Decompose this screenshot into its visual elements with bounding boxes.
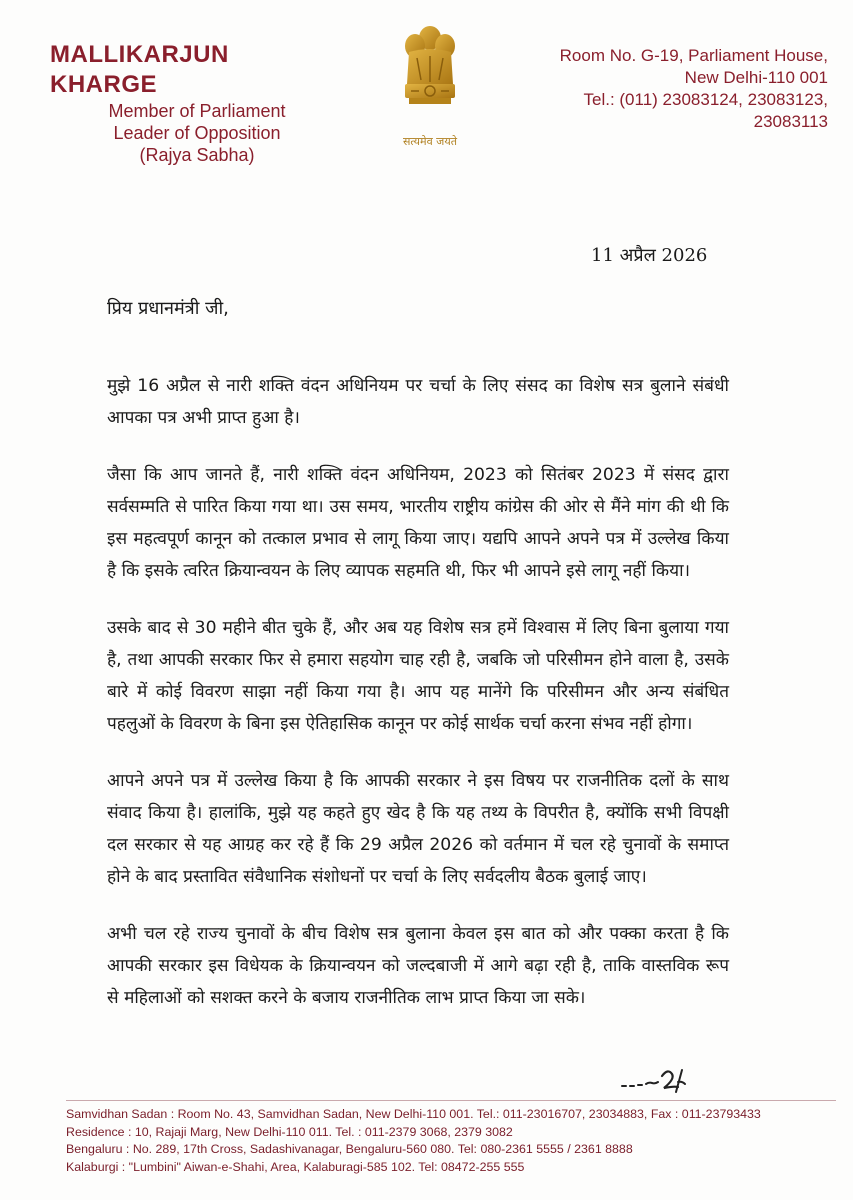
footer-line-bengaluru: Bengaluru : No. 289, 17th Cross, Sadashivanagar, Bengaluru-560 080. Tel: 080-2361 5555 / 2361 8888 bbox=[66, 1142, 633, 1157]
address-line-phone: Tel.: (011) 23083124, 23083123, bbox=[583, 90, 828, 109]
letterhead-footer bbox=[66, 1106, 836, 1176]
address-line-room: Room No. G-19, Parliament House, bbox=[559, 46, 828, 65]
paragraph: आपने अपने पत्र में उल्लेख किया है कि आपकी सरकार ने इस विषय पर राजनीतिक दलों के साथ संवाद किया है। हालांकि, मुझे यह कहते हुए खेद है कि यह तथ्य के विपरीत है, क्योंकि सभी विपक्षी दल सरकार से यह आग्रह कर रहे हैं कि 29 अप्रैल 2026 को वर्तमान में चल रहे चुनावों के समाप्त होने के बाद प्रस्तावित संवैधानिक संशोधनों पर चर्चा के लिए सर्वदलीय बैठक बुलाई जाए। bbox=[107, 771, 729, 887]
footer-line-kalaburgi: Kalaburgi : "Lumbini" Aiwan-e-Shahi, Area, Kalaburagi-585 102. Tel: 08472-255 555 bbox=[66, 1159, 525, 1174]
sender-role-mp: Member of Parliament bbox=[108, 101, 286, 121]
paragraph: अभी चल रहे राज्य चुनावों के बीच विशेष सत्र बुलाना केवल इस बात को और पक्का करता है कि आपकी सरकार इस विधेयक के क्रियान्वयन को जल्दबाजी में आगे बढ़ा रही है, ताकि वास्तविक रूप से महिलाओं को सशक्त करने के बजाय राजनीतिक लाभ प्राप्त किया जा सके। bbox=[107, 924, 729, 1008]
national-emblem-icon bbox=[385, 22, 475, 152]
emblem-graphic bbox=[395, 22, 465, 132]
letterhead-address bbox=[528, 45, 828, 133]
handwritten-signature bbox=[618, 1060, 738, 1100]
footer-divider bbox=[66, 1100, 836, 1101]
letter-body bbox=[107, 370, 729, 1039]
footer-line-samvidhan: Samvidhan Sadan : Room No. 43, Samvidhan Sadan, New Delhi-110 001. Tel.: 011-23016707, 23034883, Fax : 011-23793433 bbox=[66, 1107, 761, 1121]
salutation: प्रिय प्रधानमंत्री जी, bbox=[107, 298, 229, 319]
letterhead-sender bbox=[52, 40, 342, 166]
paragraph: जैसा कि आप जानते हैं, नारी शक्ति वंदन अधिनियम, 2023 को सितंबर 2023 में संसद द्वारा सर्वसम्मति से पारित किया गया था। उस समय, भारतीय राष्ट्रीय कांग्रेस की ओर से मैंने मांग की थी कि इस महत्वपूर्ण कानून को तत्काल प्रभाव से लागू किया जाए। यद्यपि आपने अपने पत्र में उल्लेख किया है कि इसके त्वरित क्रियान्वयन के लिए व्यापक सहमति थी, फिर भी आपने इसे लागू नहीं किया। bbox=[107, 465, 729, 581]
letter-date: 11 अप्रैल 2026 bbox=[591, 245, 708, 266]
emblem-motto: सत्यमेव जयते bbox=[402, 135, 457, 148]
sender-role-house: (Rajya Sabha) bbox=[139, 145, 255, 165]
sender-name: MALLIKARJUN KHARGE bbox=[50, 41, 229, 98]
sender-role-lop: Leader of Opposition bbox=[113, 123, 281, 143]
address-line-phone-2: 23083113 bbox=[753, 112, 828, 131]
footer-line-residence: Residence : 10, Rajaji Marg, New Delhi-110 011. Tel. : 011-2379 3068, 2379 3082 bbox=[66, 1124, 513, 1139]
address-line-city: New Delhi-110 001 bbox=[684, 68, 828, 87]
paragraph: उसके बाद से 30 महीने बीत चुके हैं, और अब यह विशेष सत्र हमें विश्वास में लिए बिना बुलाया गया है, तथा आपकी सरकार फिर से हमारा सहयोग चाह रही है, जबकि जो परिसीमन होने वाला है, उसके बारे में कोई विवरण साझा नहीं किया गया है। आप यह मानेंगे कि परिसीमन और अन्य संबंधित पहलुओं के विवरण के बिना इस ऐतिहासिक कानून पर कोई सार्थक चर्चा करना संभव नहीं होगा। bbox=[107, 618, 729, 734]
paragraph: मुझे 16 अप्रैल से नारी शक्ति वंदन अधिनियम पर चर्चा के लिए संसद का विशेष सत्र बुलाने संबंधी आपका पत्र अभी प्राप्त हुआ है। bbox=[107, 376, 729, 428]
